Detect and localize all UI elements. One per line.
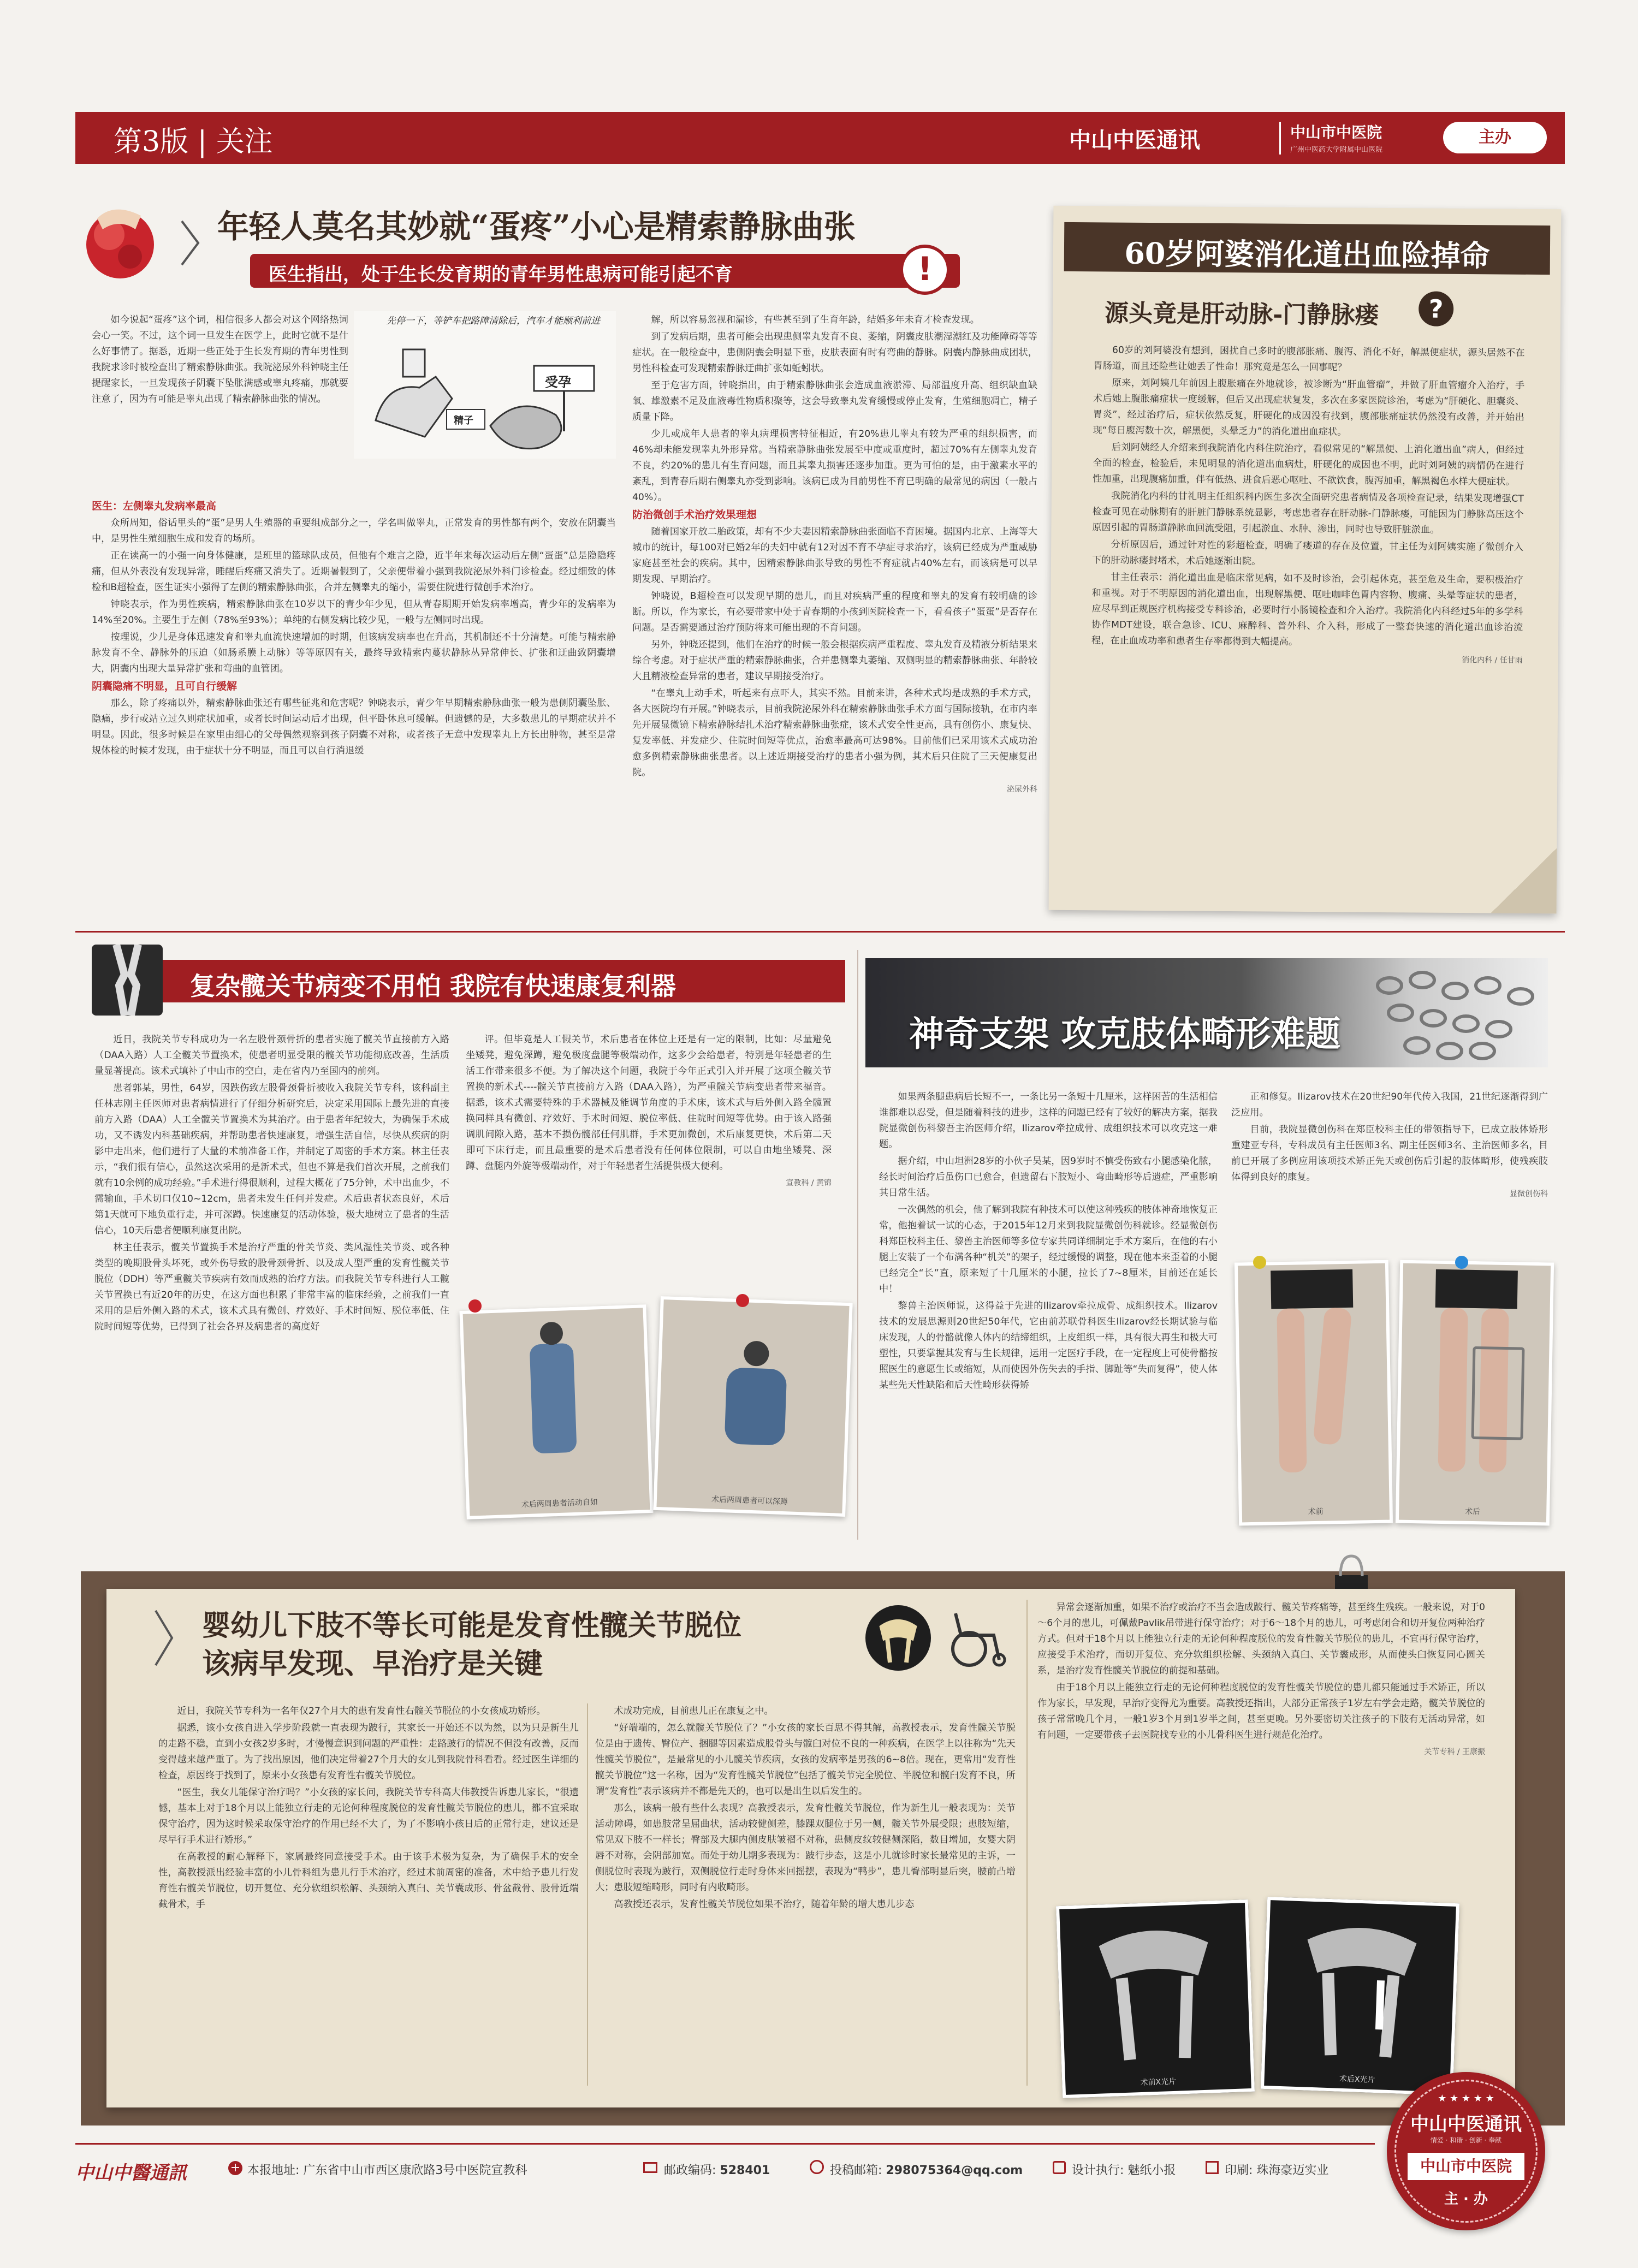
paragraph: 随着国家开放二胎政策，却有不少夫妻因精索静脉曲张面临不育困境。据国内北京、上海等大城市的统计，每100对已婚2年的夫妇中就有12对因不育不孕症寻求治疗，该病已经成为严重威胁家庭甚至社会的疾病。其中，因精索静脉曲张导致的男性不育症就占40%左右，而该病是可以早期发现、早期治疗。 xyxy=(632,526,1037,585)
section-heading: 医生：左侧睾丸发病率最高 xyxy=(92,500,217,512)
article1-col1 xyxy=(92,497,616,760)
seal-host: 主 · 办 xyxy=(1444,2191,1488,2207)
paragraph: “在睾丸上动手术，听起来有点吓人，其实不然。目前来讲，各种术式均是成熟的手术方式，各大医院均有开展。”钟晓表示，目前我院泌尿外科在精索静脉曲张手术方面与国际接轨，在市内率先开展显微镜下精索静脉结扎术治疗精索静脉曲张症，该术式安全性更高，具有创伤小、康复快、复发率低、并发症少、住院时间短等优点，治愈率最高可达98%。目前他们已采用该术式成功治愈多例精索静脉曲张患者。以上述近期接受治疗的患者小强为例，其术后只住院了三天便康复出院。 xyxy=(632,688,1037,778)
paragraph: 近日，我院关节专科成功为一名左股骨颈骨折的患者实施了髋关节直接前方入路（DAA入路）人工全髋关节置换术，使患者明显受限的髋关节功能彻底改善，生活质量显著提高。该术式填补了中山市的空白，走在省内乃至国内的前列。 xyxy=(94,1034,449,1077)
article-subtitle: 源头竟是肝动脉-门静脉瘘 xyxy=(1104,299,1379,329)
column-divider xyxy=(587,1703,588,2086)
footer-postal xyxy=(664,2161,770,2178)
article-credit: 关节专科 / 王康振 xyxy=(1424,1748,1485,1756)
article5-col2 xyxy=(595,1703,1016,1914)
footer-divider xyxy=(75,2143,1375,2145)
article-credit: 泌尿外科 xyxy=(1007,785,1037,794)
question-icon: ? xyxy=(1419,291,1453,326)
paragraph: 那么，除了疼痛以外，精索静脉曲张还有哪些征兆和危害呢？钟晓表示，青少年早期精索静脉曲张一般为患侧阴囊坠胀、隐痛，步行或站立过久则症状加重，或者长时间运动后才出现，但平卧休息可缓解。但遗憾的是，大多数患儿的早期症状并不明显。因此，很多时候是在家里由细心的父母偶然观察到孩子阴囊不对称，或者孩子无意中发现睾丸上方长出肿物，甚至是常规体检的时候才发现，由于症状十分不明显，而且可以自行消退缓 xyxy=(92,698,616,756)
postal-value: 528401 xyxy=(720,2164,770,2177)
footer-address xyxy=(247,2161,527,2178)
photo-caption: 术后两周患者可以深蹲 xyxy=(711,1495,788,1507)
paragraph: 异常会逐渐加重，如果不治疗或治疗不当会造成跛行、髋关节疼痛等，甚至终生残疾。一般来说，对于0～6个月的患儿，可佩戴Pavlik吊带进行保守治疗；对于6～18个月的患儿，可考虑闭合和切开复位两种治疗方式。但对于18个月以上能独立行走的无论何种程度脱位的发育性髋关节脱位的患儿，不宜再行保守治疗，应接受手术治疗，而切开复位、充分软组织松解、头颈纳入真臼、关节囊成形，从而使头臼恢复同心圆关系，是治疗发育性髋关节脱位的前提和基础。 xyxy=(1037,1602,1485,1676)
column-divider xyxy=(1026,1600,1028,2086)
seal-stars: ★ ★ ★ ★ ★ xyxy=(1438,2093,1494,2104)
seal-band xyxy=(1408,2153,1524,2180)
pushpin-icon xyxy=(736,1294,749,1307)
paragraph: 甘主任表示：消化道出血是临床常见病，如不及时诊治，会引起休克，甚至危及生命，要积极治疗和重视。对于不明原因的消化道出血，出现解黑便、呕吐咖啡色胃内容物、腹痛、头晕等症状的患者，应尽早到正规医疗机构接受专科诊治，必要时行小肠镜检查和介入治疗。我院消化内科经过5年的多学科协作MDT建设，联合急诊、ICU、麻醉科、普外科、介入科，形成了一整套快速的消化道出血诊治流程，在止血成功率和患者生存率都得到大幅提高。 xyxy=(1091,572,1523,648)
cartoon-sign: 受孕 xyxy=(545,375,571,390)
paragraph: 众所周知，俗话里头的“蛋”是男人生殖器的重要组成部分之一，学名叫做睾丸，正常发育的男性都有两个，安放在阴囊当中，是男性生殖细胞生成和发育的场所。 xyxy=(92,518,616,544)
paragraph: 钟晓说，B超检查可以发现早期的患儿，而且对疾病严重的程度和睾丸的发育有较明确的诊断。所以，作为家长，有必要带家中处于青春期的小孩到医院检查一下，看看孩子“蛋蛋”是否存在问题。是否需要通过治疗预防将来可能出现的不育问题。 xyxy=(632,591,1037,633)
article-subtitle: 医生指出，处于生长发育期的青年男性患病可能引起不育 xyxy=(269,264,733,286)
header-divider xyxy=(1279,122,1281,155)
paragraph: 患者郭某，男性，64岁，因跌伤致左股骨颈骨折被收入我院关节专科，该科副主任林志刚主任医师对患者病情进行了仔细分析研究后，决定采用国际上最先进的直接前方入路（DAA）人工全髋关节置换术为其治疗。由于患者年纪较大，为确保手术成功，又不诱发内科基础疾病，并帮助患者快速康复，增强生活自信，尽快从疾病的阴影中走出来，他们进行了大量的术前准备工作，并制定了周密的手术方案。林主任表示，“我们很有信心，虽然这次采用的是新术式，但也不算是我们首次开展，之前我们就有10余例的成功经验。”手术进行得很顺利，过程大概花了75分钟，术中出血少，不需输血，手术切口仅10~12cm，患者未发生任何并发症。术后患者状态良好，术后第1天就可下地负重行走，并可深蹲。快速康复的活动体验，极大地树立了患者的生活信心，10天后患者便顺利康复出院。 xyxy=(94,1083,449,1236)
footer xyxy=(75,2151,1380,2195)
paragraph: 分析原因后，通过针对性的彩超检查，明确了瘘道的存在及位置，甘主任为刘阿姨实施了微创介入下的肝动脉瘘封堵术，术后她逐渐出院。 xyxy=(1091,539,1524,567)
footer-print xyxy=(1225,2161,1328,2178)
postal-label: 邮政编码: xyxy=(664,2164,716,2177)
paragraph: 那么，该病一般有些什么表现？高教授表示，发育性髋关节脱位，作为新生儿一般表现为：关节活动障碍，如患肢常呈屈曲状，活动较健侧差，膝踝双腿位于另一侧，髋关节外展受限；患肢短缩，常见双下肢不一样长；臀部及大腿内侧皮肤皱褶不对称，患侧皮纹较健侧深陷，数目增加，女婴大阴唇不对称，会阴部加宽。而处于幼儿期多表现为：跛行步态，这是小儿就诊时家长最常见的主诉，一侧脱位时表现为跛行，双侧脱位行走时身体来回摇摆，表现为“鸭步”，患儿臀部明显后突，腰前凸增大；患肢短缩畸形，同时有内收畸形。 xyxy=(595,1803,1016,1893)
paragraph: 至于危害方面，钟晓指出，由于精索静脉曲张会造成血液淤滞、局部温度升高、组织缺血缺氧、雄激素不足及血液毒性物质积聚等，这会导致睾丸发育缓慢或停止发育，生殖细胞凋亡，精子质量下降。 xyxy=(632,380,1037,423)
photo-caption: 术后X光片 xyxy=(1339,2074,1375,2085)
article3-col1 xyxy=(94,1032,449,1336)
footer-logo: 中山中醫通訊 xyxy=(75,2162,187,2184)
section-divider xyxy=(75,931,1565,933)
knee-xray-icon xyxy=(92,945,163,1016)
paragraph: 钟晓表示，作为男性疾病，精索静脉曲张在10岁以下的青少年少见，但从青春期期开始发病率增高，青少年的发病率为14%至20%。主要生于左侧（78%至93%）；单纯的右侧发病比较少见，一般与左侧同时出现。 xyxy=(92,599,616,626)
article5-col1 xyxy=(158,1703,579,1914)
mail-icon xyxy=(643,2162,657,2173)
paragraph: “医生，我女儿能保守治疗吗？”小女孩的家长问，我院关节专科高大伟教授告诉患儿家长，“很遗憾，基本上对于18个月以上能独立行走的无论何种程度脱位的发育性髋关节脱位的患儿，都不宜采取保守治疗，因为这时候采取保守治疗的作用已经不大了，为了不影响小孩日后的正常行走，建议还是尽早行手术进行矫形。” xyxy=(158,1787,579,1845)
paragraph: 近日，我院关节专科为一名年仅27个月大的患有发育性右髋关节脱位的小女孩成功矫形。 xyxy=(177,1706,546,1717)
patient-photo-squatting xyxy=(653,1296,852,1517)
chevron-right-icon xyxy=(153,1608,175,1668)
paragraph: 评。但毕竟是人工假关节，术后患者在体位上还是有一定的限制，比如：尽量避免坐矮凳，避免深蹲，避免极度盘腿等极端动作，这多少会给患者，特别是年轻患者的生活工作带来很多不便。为了解决这个问题，我院于今年正式引入并开展了这项全髋关节置换的新术式----髋关节直接前方入路（DAA入路），为严重髋关节病变患者带来福音。据悉，该术式需要特殊的手术器械及能调节角度的手术床，该术式与后外侧入路全髋置换同样具有微创、疗效好、手术时间短、脱位率低、住院时间短等优势。由于该入路强调肌间隙入路，基本不损伤髋部任何肌群，手术更加微创，术后康复更快，术后第二天即可下床行走，而且最重要的是术后患者没有任何体位限制，可以自由地坐矮凳、深蹲、盘腿内外旋等极端动作，对于年轻患者生活提供极大便利。 xyxy=(466,1034,832,1172)
paragraph: 由于18个月以上能独立行走的无论何种程度脱位的发育性髋关节脱位的患儿都只能通过手术矫正，所以作为家长，早发现，早治疗变得尤为重要。高教授还指出，大部分正常孩子1岁左右学会走路，髋关节脱位的孩子常常晚几个月，一般1岁3个月到1岁半之间，甚至更晚。另外要密切关注孩子的下肢有无活动异常，如有问题，一定要带孩子去医院找专业的小儿骨科医生进行规范化治疗。 xyxy=(1037,1682,1485,1741)
email-label: 投稿邮箱: xyxy=(830,2164,882,2177)
paragraph: 另外，钟晓还提到，他们在治疗的时候一般会根据疾病严重程度、睾丸发育及精液分析结果来综合考虑。对于症状严重的精索静脉曲张，合并患侧睾丸萎缩、双侧明显的精索静脉曲张、年龄较大且精液检查异常的患者，建议早期接受治疗。 xyxy=(632,639,1037,682)
paragraph: 据介绍，中山坦洲28岁的小伙子吴某，因9岁时不慎受伤致右小腿感染化脓，经长时间治疗后虽伤口已愈合，但遗留右下肢短小、弯曲畸形等后遗症，严重影响其日常生活。 xyxy=(879,1156,1218,1198)
paragraph: 解，所以容易忽视和漏诊，有些甚至到了生育年龄，结婚多年未育才检查发现。 xyxy=(651,314,980,325)
print-label: 印刷: xyxy=(1225,2164,1253,2177)
chevron-right-icon xyxy=(179,218,201,268)
article-hip-replacement xyxy=(75,945,851,1545)
skeleton-hip-icon xyxy=(865,1605,931,1671)
pushpin-icon xyxy=(1253,1256,1266,1269)
wheelchair-icon xyxy=(939,1608,1010,1668)
newsletter-seal xyxy=(1387,2072,1545,2230)
article-credit: 显微创伤科 xyxy=(1510,1190,1548,1198)
cartoon-label: 精子 xyxy=(454,415,473,426)
article4-col1 xyxy=(879,1089,1218,1394)
article-title: 年轻人莫名其妙就“蛋疼”小心是精索静脉曲张 xyxy=(217,208,856,245)
paragraph: 我院消化内科的甘礼明主任组织科内医生多次全面研究患者病情及各项检查记录，结果发现增强CT检查可见在动脉期有的肝脏门静脉系统显影，考虑患者存在肝动脉-门静脉瘘，可能因为门静脉高压这个原因引起的胃肠道静脉血回流受阻，引起淤血、水肿、渗出，同时也导致肝脏淤血。 xyxy=(1092,490,1524,536)
section-heading: 阴囊隐痛不明显，且可自行缓解 xyxy=(92,680,238,692)
pomegranate-icon xyxy=(75,197,163,284)
hospital-name-sub: 广州中医药大学附属中山医院 xyxy=(1290,146,1383,154)
paragraph: 如今说起“蛋疼”这个词，相信很多人都会对这个网络热词会心一笑。不过，这个词一旦发生在医学上，此时它就不是什么好事情了。据悉，近期一些正处于生长发育期的青年男性到我院求诊时被检查出了精索静脉曲张。我院泌尿外科钟晓主任提醒家长，一旦发现孩子阴囊下坠胀满感或睾丸疼痛，那就要注意了，因为有可能是睾丸出现了精索静脉曲张的情况。 xyxy=(92,314,348,405)
print-value: 珠海豪迈实业 xyxy=(1256,2164,1329,2177)
page-curl xyxy=(1491,847,1557,913)
paragraph: 高教授还表示，发育性髋关节脱位如果不治疗，随着年龄的增大患儿步态 xyxy=(614,1899,915,1910)
article1-col2 xyxy=(632,312,1037,798)
photo-caption: 术后 xyxy=(1465,1507,1481,1517)
paragraph: 正在读高一的小强一向身体健康，是班里的篮球队成员，但他有个难言之隐，近半年来每次运动后左侧“蛋蛋”总是隐隐疼痛，但从外表没有发现异常，睡醒后疼痛又消失了。近期暑假到了，父亲便带着小强到我院泌尿外科门诊检查。经过细致的体检和B超检查，医生证实小强得了左侧的精索静脉曲张，合并左侧睾丸的缩小，需要住院进行微创手术治疗。 xyxy=(92,550,616,593)
paper-name: 中山中医通讯 xyxy=(1069,127,1200,153)
article-credit: 宣教科 / 黄锦 xyxy=(786,1179,832,1188)
seal-tagline: 情爱 · 和谐 · 创新 · 奉献 xyxy=(1430,2136,1502,2144)
address-label: 本报地址: xyxy=(247,2164,300,2177)
patient-photo-after xyxy=(1396,1260,1554,1526)
paragraph: 后刘阿姨经人介绍来到我院消化内科住院治疗，看似常见的“解黑便、上消化道出血”病人，但经过全面的检查，检验后，未见明显的消化道出血病灶，肝硬化的成因也不明，此时刘阿姨的病情仍在进行性加重，出现腹痛加重，伴有低热、进食后恶心呕吐、不欲饮食，腹泻加重，解黑褐色水样大便症状。 xyxy=(1092,442,1524,488)
cartoon-illustration xyxy=(354,311,616,459)
page-header xyxy=(75,112,1565,164)
article-title-bar xyxy=(1064,222,1551,275)
paragraph: 据悉，该小女孩自进入学步阶段就一直表现为跛行，其家长一开始还不以为然，以为只是新生儿的走路不稳，直到小女孩2岁多时，才慢慢意识到问题的严重性：走路跛行的情况不但没有改善，反而变得越来越严重了。为了找出原因，他们决定带着27个月大的女儿到我院骨科看看。经过医生详细的检查，原因终于找到了，原来小女孩患有发育性右髋关节脱位。 xyxy=(158,1723,579,1781)
design-label: 设计执行: xyxy=(1072,2164,1124,2177)
paragraph: 林主任表示，髋关节置换手术是治疗严重的骨关节炎、类风湿性关节炎、或各种类型的晚期股骨头坏死，或外伤导致的股骨颈骨折、以及成人型严重的发育性髋关节脱位（DDH）等严重髋关节疾病有效而成熟的治疗方法。而我院关节专科进行人工髋关节置换已有近20年的历史，在这方面也积累了非常丰富的临床经验，之前我们一直采用的是后外侧入路的术式，该术式具有微创、疗效好、手术时间短、脱位率低、住院时间短等优势，已得到了社会各界及病患者的高度好 xyxy=(94,1242,449,1332)
page-section-label: 第3版 | 关注 xyxy=(114,126,273,158)
footer-email xyxy=(830,2161,1023,2178)
host-badge: 主办 xyxy=(1443,122,1547,153)
article-credit: 消化内科 / 任甘雨 xyxy=(1462,656,1523,665)
article-subtitle: 该病早发现、早治疗是关键 xyxy=(202,1647,543,1681)
patient-photo-before xyxy=(1235,1260,1393,1526)
address-value: 广东省中山市西区康欣路3号中医院宣教科 xyxy=(303,2164,527,2177)
photo-caption: 术后两周患者活动自如 xyxy=(521,1498,598,1510)
hospital-name: 中山市中医院 xyxy=(1290,123,1382,141)
article-title: 复杂髋关节病变不用怕 我院有快速康复利器 xyxy=(190,971,676,1001)
seal-hospital: 中山市中医院 xyxy=(1420,2157,1512,2175)
paragraph: 原来，刘阿姨几年前因上腹胀痛在外地就诊，被诊断为“肝血管瘤”，并做了肝血管瘤介入治疗，手术后她上腹胀痛症状一度缓解，但后又出现症状复发，多次在多家医院诊治，考虑为“肝硬化、胆囊炎、胃炎”，经过治疗后，症状依然反复，肝硬化的成因没有找到，腹部胀痛症状仍然没有改善，并开始出现“每日腹泻数十次，解黑便，头晕乏力”的消化道出血症状。 xyxy=(1093,377,1525,438)
article-banner-image xyxy=(865,958,1548,1067)
paragraph: 黎兽主治医师说，这得益于先进的Ilizarov牵拉成骨、成组织技术。Ilizarov技术的发展思源则20世纪50年代，它由前苏联骨科医生Ilizarov经长期试验与临床发现，人的骨骼就像人体内的结缔组织，上皮组织一样，具有很大再生和极大可塑性，只要掌握其发育与生长规律，运用一定医疗手段，在一定程度上可使骨骼按照医生的意愿生长或缩短，从而使因外伤失去的手指、脚趾等“失而复得”，使人体某些先天性缺陷和后天性畸形获得矫 xyxy=(879,1301,1218,1391)
photo-caption: 术前 xyxy=(1308,1507,1324,1517)
column-divider xyxy=(857,950,858,1540)
footer-design xyxy=(1072,2161,1176,2178)
design-value: 魅纸小报 xyxy=(1127,2164,1176,2177)
article-gi-bleeding xyxy=(1049,206,1562,913)
paragraph: 少儿或成年人患者的睾丸病理损害特征相近，有20%患儿睾丸有较为严重的组织损害，而46%却未能发现睾丸外形异常。当精索静脉曲张发展至中度或重度时，超过70%有左侧睾丸发育不良，约20%的患儿有生育问题，而且其睾丸损害还逐步加重。更为可怕的是，由于激素水平的紊乱，到青春后期右侧睾丸亦受到影响。该病已成为目前男性不育已明确的最常见的病因（一般占40%）。 xyxy=(632,429,1037,503)
paragraph: 60岁的刘阿婆没有想到，困扰自己多时的腹部胀痛、腹泻、消化不好，解黑便症状，源头居然不在胃肠道，而且还险些让她丢了性命！那究竟是怎么一回事呢？ xyxy=(1093,345,1525,373)
paragraph: 到了发病后期，患者可能会出现患侧睾丸发育不良、萎缩，阴囊皮肤潮湿潮红及功能障碍等等症状。在一般检查中，患侧阴囊会明显下垂，皮肤表面有时有弯曲的静脉。阴囊内静脉曲成团状，男性科检查可发现精索静脉迂曲扩张如蚯蚓状。 xyxy=(632,331,1037,374)
paragraph: 在高教授的耐心解释下，家属最终同意接受手术。由于该手术极为复杂，为了确保手术的安全性，高教授派出经验丰富的小儿骨科组为患儿行手术治疗，经过术前周密的准备，术中给予患儿行发育性右髋关节脱位，切开复位、充分软组织松解、头颈纳入真臼、关节囊成形、骨盆截骨、股骨近端截骨术，手 xyxy=(158,1851,579,1910)
article-title-bar xyxy=(163,960,845,1002)
pushpin-icon xyxy=(468,1299,482,1313)
article4-col2 xyxy=(1231,1089,1548,1202)
paragraph: 术成功完成，目前患儿正在康复之中。 xyxy=(614,1706,774,1717)
xray-before xyxy=(1056,1899,1255,2098)
article3-col2 xyxy=(466,1032,832,1191)
paragraph: 正和修复。Ilizarov技术在20世纪90年代传入我国，21世纪逐渐得到广泛应用。 xyxy=(1231,1091,1548,1118)
article-ddh xyxy=(106,1589,1515,2107)
section-heading: 防治微创手术治疗效果理想 xyxy=(632,509,757,521)
paragraph: 一次偶然的机会，他了解到我院有种技术可以使这种残疾的肢体神奇地恢复正常，他抱着试一试的心态，于2015年12月来到我院显微创伤科就诊。经显微创伤科郑臣校科主任、黎兽主治医师等多位专家共同详细制定手术方案后，在他的右小腿上安装了一个布满各种“机关”的架子，经过缓慢的调整，现在他本来歪着的小腿已经完全“长”直，原来短了十几厘米的小腿，拉长了7~8厘米，目前还在延长中！ xyxy=(879,1204,1218,1295)
pushpin-icon xyxy=(1455,1256,1468,1269)
article2-body xyxy=(1091,342,1525,669)
article-ilizarov xyxy=(865,958,1562,1545)
patient-photo-walking xyxy=(459,1304,653,1519)
article-subtitle-bar xyxy=(250,254,960,288)
photo-caption: 术前X光片 xyxy=(1140,2077,1177,2088)
article-title: 婴幼儿下肢不等长可能是发育性髋关节脱位 xyxy=(202,1609,742,1642)
print-icon xyxy=(1206,2161,1219,2174)
email-value[interactable]: 298075364@qq.com xyxy=(886,2164,1023,2177)
warning-icon: ! xyxy=(900,245,950,295)
paragraph: 目前，我院显微创伤科在郑臣校科主任的带领指导下，已成立肢体矫形重建亚专科，专科成员有主任医师3名、副主任医师3名、主治医师多名，目前已开展了多例应用该项技术矫正先天或创伤后引起的肢体畸形，使残疾肢体得到良好的康复。 xyxy=(1231,1124,1548,1183)
article-title: 60岁阿婆消化道出血险掉命 xyxy=(1124,235,1490,274)
cartoon-caption: 先停一下，等铲车把路障清除后，汽车才能顺利前进 xyxy=(387,316,600,326)
article-title: 神奇支架 攻克肢体畸形难题 xyxy=(909,1014,1341,1055)
article-varicocele xyxy=(75,186,1037,917)
seal-title: 中山中医通讯 xyxy=(1410,2113,1522,2135)
paragraph: “好端端的，怎么就髋关节脱位了？”小女孩的家长百思不得其解，高教授表示，发育性髋关节脱位是由于遗传、臀位产、捆腿等因素造成股骨头与髋臼对位不良的一种疾病，在医学上以往称为“先天性髋关节脱位”，是最常见的小儿髋关节疾病，女孩的发病率是男孩的6~8倍。现在，更常用“发育性髋关节脱位”这一名称，因为“发育性髋关节脱位”包括了髋关节完全脱位、半脱位和髋臼发育不良，所谓“发育性”表示该病并不都是先天的，也可以是出生以后发生的。 xyxy=(595,1723,1016,1797)
article1-col1-top xyxy=(92,312,348,408)
xray-after xyxy=(1261,1897,1459,2095)
article5-col3 xyxy=(1037,1600,1485,1760)
email-icon xyxy=(810,2160,824,2174)
paragraph: 如果两条腿患病后长短不一，一条比另一条短十几厘米，这样困苦的生活相信谁都难以忍受，但是随着科技的进步，这样的问题已经有了较好的解决方案，据我院显微创伤科黎吾主治医师介绍，Ilizarov牵拉成骨、成组织技术可以攻克这一难题。 xyxy=(879,1091,1218,1150)
address-icon: + xyxy=(228,2161,242,2175)
paragraph: 按理说，少儿是身体迅速发育和睾丸血流快速增加的时期，但该病发病率也在升高，其机制还不十分清楚。可能与精索静脉发育不全、静脉外的压迫（如肠系膜上动脉）等等原因有关，最终导致精索内蔓状静脉丛异常伸长、扩张和迂曲致阴囊增大，阴囊内出现大量异常扩张和弯曲的血管团。 xyxy=(92,632,616,674)
design-icon xyxy=(1053,2161,1066,2174)
